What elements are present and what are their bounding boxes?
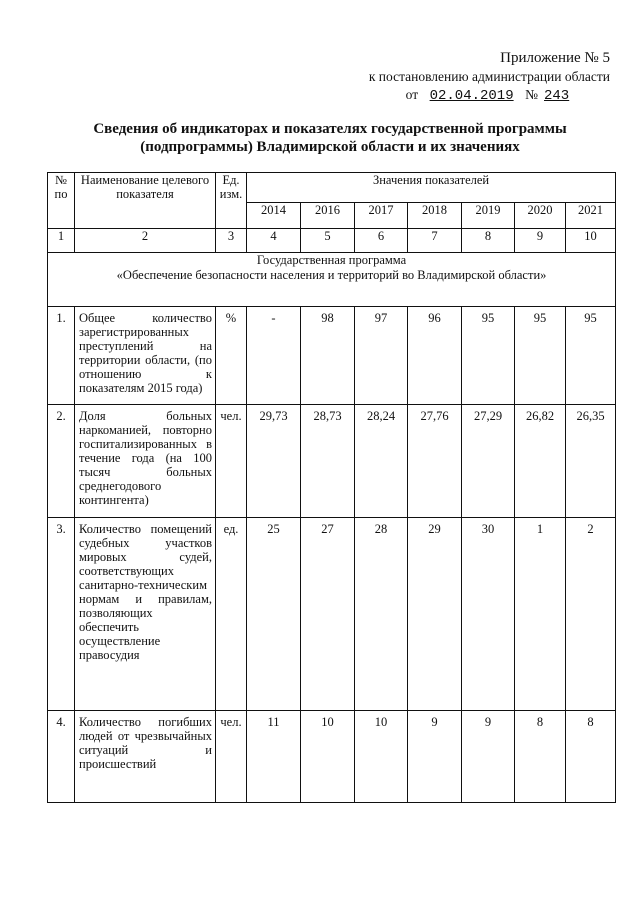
- indicator-value: 95: [462, 307, 515, 405]
- column-number: 5: [301, 229, 355, 253]
- table-row: [48, 711, 616, 803]
- indicator-value: 11: [247, 711, 301, 803]
- indicator-value: 28,24: [355, 405, 408, 518]
- indicator-value: 95: [566, 307, 616, 405]
- column-number: 2: [75, 229, 216, 253]
- table-row: [48, 405, 616, 518]
- header-year: 2017: [355, 203, 408, 229]
- indicator-value: -: [247, 307, 301, 405]
- indicator-value: 2: [566, 518, 616, 711]
- header-year: 2016: [301, 203, 355, 229]
- row-number: 4.: [48, 711, 75, 803]
- indicator-value: 10: [355, 711, 408, 803]
- table-row: [48, 307, 616, 405]
- row-number: 3.: [48, 518, 75, 711]
- row-number: 1.: [48, 307, 75, 405]
- indicators-table: [47, 172, 616, 803]
- column-number: 8: [462, 229, 515, 253]
- indicator-value: 27,29: [462, 405, 515, 518]
- appendix-date-line: [369, 86, 610, 105]
- indicator-unit: чел.: [216, 405, 247, 518]
- indicator-value: 1: [515, 518, 566, 711]
- column-number: 10: [566, 229, 616, 253]
- column-number: 7: [408, 229, 462, 253]
- indicator-value: 28,73: [301, 405, 355, 518]
- header-indicator-name: Наименование целевого показателя: [75, 173, 216, 229]
- section-title-line-1: Государственная программа: [256, 253, 407, 267]
- header-year: 2019: [462, 203, 515, 229]
- column-number: 9: [515, 229, 566, 253]
- indicator-value: 26,35: [566, 405, 616, 518]
- indicator-value: 27: [301, 518, 355, 711]
- indicator-value: 10: [301, 711, 355, 803]
- indicator-name: Доля больных наркоманией, повторно госпитализированных в течение года (на 100 тысяч больных среднегодового контингента): [75, 405, 216, 518]
- number-label: №: [525, 87, 538, 102]
- section-title-line-2: «Обеспечение безопасности населения и территорий во Владимирской области»: [116, 268, 547, 282]
- indicator-value: 30: [462, 518, 515, 711]
- appendix-reference: к постановлению администрации области: [368, 69, 610, 84]
- column-number: 6: [355, 229, 408, 253]
- header-year: 2018: [408, 203, 462, 229]
- column-number: 4: [247, 229, 301, 253]
- header-values: Значения показателей: [247, 173, 616, 203]
- document-title: [90, 120, 570, 156]
- indicator-value: 9: [408, 711, 462, 803]
- header-no: № по: [48, 173, 75, 229]
- column-number: 1: [48, 229, 75, 253]
- indicator-unit: ед.: [216, 518, 247, 711]
- indicator-value: 9: [462, 711, 515, 803]
- indicator-name: Количество помещений судебных участков мировых судей, соответствующих санитарно-техническим нормам и правилам, позволяющих обеспечить осуществление правосудия: [75, 518, 216, 711]
- indicator-value: 95: [515, 307, 566, 405]
- indicator-name: Количество погибших людей от чрезвычайных ситуаций и происшествий: [75, 711, 216, 803]
- indicator-value: 26,82: [515, 405, 566, 518]
- header-year: 2021: [566, 203, 616, 229]
- appendix-title: Приложение № 5: [500, 50, 610, 66]
- appendix-block: [369, 50, 610, 105]
- title-line-1: Сведения об индикаторах и показателях государственной программы: [93, 121, 567, 137]
- indicator-value: 98: [301, 307, 355, 405]
- header-year: 2014: [247, 203, 301, 229]
- title-line-2: (подпрограммы) Владимирской области и их значениях: [140, 139, 520, 155]
- header-year: 2020: [515, 203, 566, 229]
- decree-number: 243: [544, 88, 570, 104]
- decree-date: 02.04.2019: [429, 88, 514, 104]
- program-section-header: [48, 253, 616, 307]
- indicator-unit: %: [216, 307, 247, 405]
- indicator-value: 96: [408, 307, 462, 405]
- indicator-name: Общее количество зарегистрированных преступлений на территории области, (по отношению к показателям 2015 года): [75, 307, 216, 405]
- header-unit: Ед. изм.: [216, 173, 247, 229]
- indicator-value: 28: [355, 518, 408, 711]
- indicator-value: 29,73: [247, 405, 301, 518]
- indicator-value: 25: [247, 518, 301, 711]
- indicator-unit: чел.: [216, 711, 247, 803]
- indicator-value: 27,76: [408, 405, 462, 518]
- from-label: от: [405, 87, 419, 102]
- indicator-value: 8: [566, 711, 616, 803]
- column-number: 3: [216, 229, 247, 253]
- indicator-value: 8: [515, 711, 566, 803]
- row-number: 2.: [48, 405, 75, 518]
- indicator-value: 97: [355, 307, 408, 405]
- indicator-value: 29: [408, 518, 462, 711]
- table-row: [48, 518, 616, 711]
